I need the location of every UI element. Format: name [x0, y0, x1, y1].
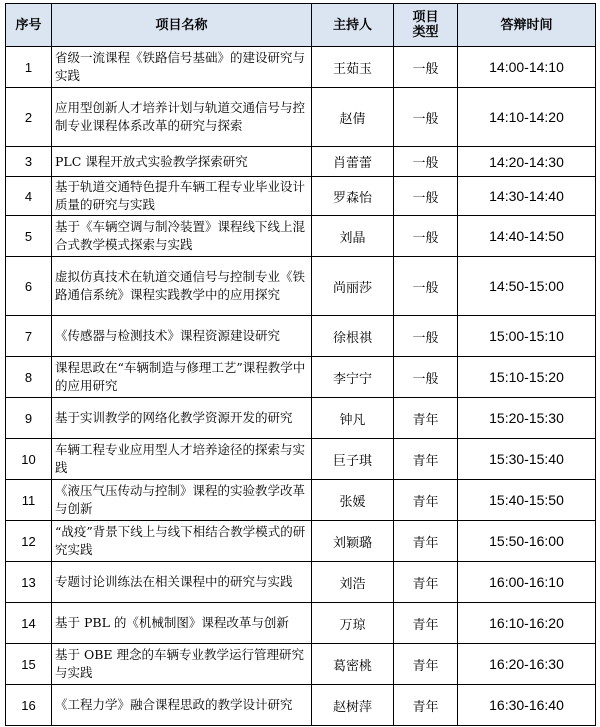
- row-type: 青年: [394, 603, 458, 644]
- row-time: 14:10-14:20: [458, 88, 596, 147]
- row-type: 一般: [394, 88, 458, 147]
- table-row: [6, 644, 596, 685]
- row-no: 5: [6, 216, 52, 257]
- row-type: 一般: [394, 177, 458, 216]
- row-no: 11: [6, 480, 52, 521]
- table-row: [6, 603, 596, 644]
- defense-schedule-table: [5, 3, 596, 726]
- row-name: 《传感器与检测技术》课程资源建设研究: [52, 316, 312, 357]
- table-row: [6, 88, 596, 147]
- row-no: 12: [6, 521, 52, 562]
- header-name: 项目名称: [52, 4, 312, 47]
- row-time: 15:20-15:30: [458, 398, 596, 439]
- row-host: 尚丽莎: [312, 257, 394, 316]
- row-host: 肖蕾蕾: [312, 147, 394, 177]
- row-host: 罗森怡: [312, 177, 394, 216]
- row-name: 基于 PBL 的《机械制图》课程改革与创新: [52, 603, 312, 644]
- row-host: 徐根祺: [312, 316, 394, 357]
- row-type: 青年: [394, 685, 458, 726]
- table-row: [6, 521, 596, 562]
- table-row: [6, 439, 596, 480]
- row-time: 15:30-15:40: [458, 439, 596, 480]
- row-type: 青年: [394, 562, 458, 603]
- header-time: 答辩时间: [458, 4, 596, 47]
- row-no: 14: [6, 603, 52, 644]
- row-type: 青年: [394, 644, 458, 685]
- header-no: 序号: [6, 4, 52, 47]
- row-type: 一般: [394, 257, 458, 316]
- table-row: [6, 398, 596, 439]
- row-name: 《液压气压传动与控制》课程的实验教学改革与创新: [52, 480, 312, 521]
- row-host: 王茹玉: [312, 47, 394, 88]
- header-type-line1: 项目: [412, 10, 439, 25]
- row-name: 基于轨道交通特色提升车辆工程专业毕业设计质量的研究与实践: [52, 177, 312, 216]
- row-type: 青年: [394, 439, 458, 480]
- table-row: [6, 357, 596, 398]
- row-no: 8: [6, 357, 52, 398]
- table-row: [6, 177, 596, 216]
- row-type: 一般: [394, 316, 458, 357]
- row-host: 万琼: [312, 603, 394, 644]
- row-time: 15:40-15:50: [458, 480, 596, 521]
- header-row: [6, 4, 596, 47]
- row-no: 16: [6, 685, 52, 726]
- row-name: 基于实训教学的网络化教学资源开发的研究: [52, 398, 312, 439]
- row-time: 14:00-14:10: [458, 47, 596, 88]
- row-type: 一般: [394, 47, 458, 88]
- row-no: 6: [6, 257, 52, 316]
- row-no: 2: [6, 88, 52, 147]
- row-type: 一般: [394, 357, 458, 398]
- row-host: 张媛: [312, 480, 394, 521]
- row-name: 应用型创新人才培养计划与轨道交通信号与控制专业课程体系改革的研究与探索: [52, 88, 312, 147]
- row-no: 13: [6, 562, 52, 603]
- row-type: 一般: [394, 216, 458, 257]
- row-time: 14:50-15:00: [458, 257, 596, 316]
- row-name: 课程思政在“车辆制造与修理工艺”课程教学中的应用研究: [52, 357, 312, 398]
- row-host: 刘浩: [312, 562, 394, 603]
- row-name: 《工程力学》融合课程思政的教学设计研究: [52, 685, 312, 726]
- table-row: [6, 47, 596, 88]
- row-no: 9: [6, 398, 52, 439]
- row-host: 巨子琪: [312, 439, 394, 480]
- row-host: 钟凡: [312, 398, 394, 439]
- row-host: 李宁宁: [312, 357, 394, 398]
- row-name: 专题讨论训练法在相关课程中的研究与实践: [52, 562, 312, 603]
- row-name: 车辆工程专业应用型人才培养途径的探索与实践: [52, 439, 312, 480]
- row-host: 赵树萍: [312, 685, 394, 726]
- row-host: 赵倩: [312, 88, 394, 147]
- table-row: [6, 216, 596, 257]
- row-type: 青年: [394, 398, 458, 439]
- row-time: 15:10-15:20: [458, 357, 596, 398]
- table-row: [6, 257, 596, 316]
- row-no: 15: [6, 644, 52, 685]
- row-time: 15:00-15:10: [458, 316, 596, 357]
- row-type: 青年: [394, 480, 458, 521]
- row-no: 10: [6, 439, 52, 480]
- row-no: 1: [6, 47, 52, 88]
- row-time: 14:40-14:50: [458, 216, 596, 257]
- row-time: 14:30-14:40: [458, 177, 596, 216]
- row-name: PLC 课程开放式实验教学探索研究: [52, 147, 312, 177]
- row-type: 一般: [394, 147, 458, 177]
- table-row: [6, 562, 596, 603]
- row-name: 基于《车辆空调与制冷装置》课程线下线上混合式教学模式探索与实践: [52, 216, 312, 257]
- row-host: 刘颖璐: [312, 521, 394, 562]
- table-row: [6, 685, 596, 726]
- row-time: 16:20-16:30: [458, 644, 596, 685]
- row-time: 16:30-16:40: [458, 685, 596, 726]
- row-time: 15:50-16:00: [458, 521, 596, 562]
- row-time: 14:20-14:30: [458, 147, 596, 177]
- row-time: 16:00-16:10: [458, 562, 596, 603]
- row-name: 虚拟仿真技术在轨道交通信号与控制专业《铁路通信系统》课程实践教学中的应用探究: [52, 257, 312, 316]
- header-host: 主持人: [312, 4, 394, 47]
- table-row: [6, 316, 596, 357]
- row-name: 省级一流课程《铁路信号基础》的建设研究与实践: [52, 47, 312, 88]
- row-name: “战疫”背景下线上与线下相结合教学模式的研究实践: [52, 521, 312, 562]
- row-host: 葛密桃: [312, 644, 394, 685]
- header-type-line2: 类型: [412, 25, 439, 40]
- row-host: 刘晶: [312, 216, 394, 257]
- row-no: 3: [6, 147, 52, 177]
- row-no: 7: [6, 316, 52, 357]
- row-no: 4: [6, 177, 52, 216]
- header-type: [394, 4, 458, 47]
- row-name: 基于 OBE 理念的车辆专业教学运行管理研究与实践: [52, 644, 312, 685]
- row-time: 16:10-16:20: [458, 603, 596, 644]
- table-row: [6, 480, 596, 521]
- table-row: [6, 147, 596, 177]
- row-type: 青年: [394, 521, 458, 562]
